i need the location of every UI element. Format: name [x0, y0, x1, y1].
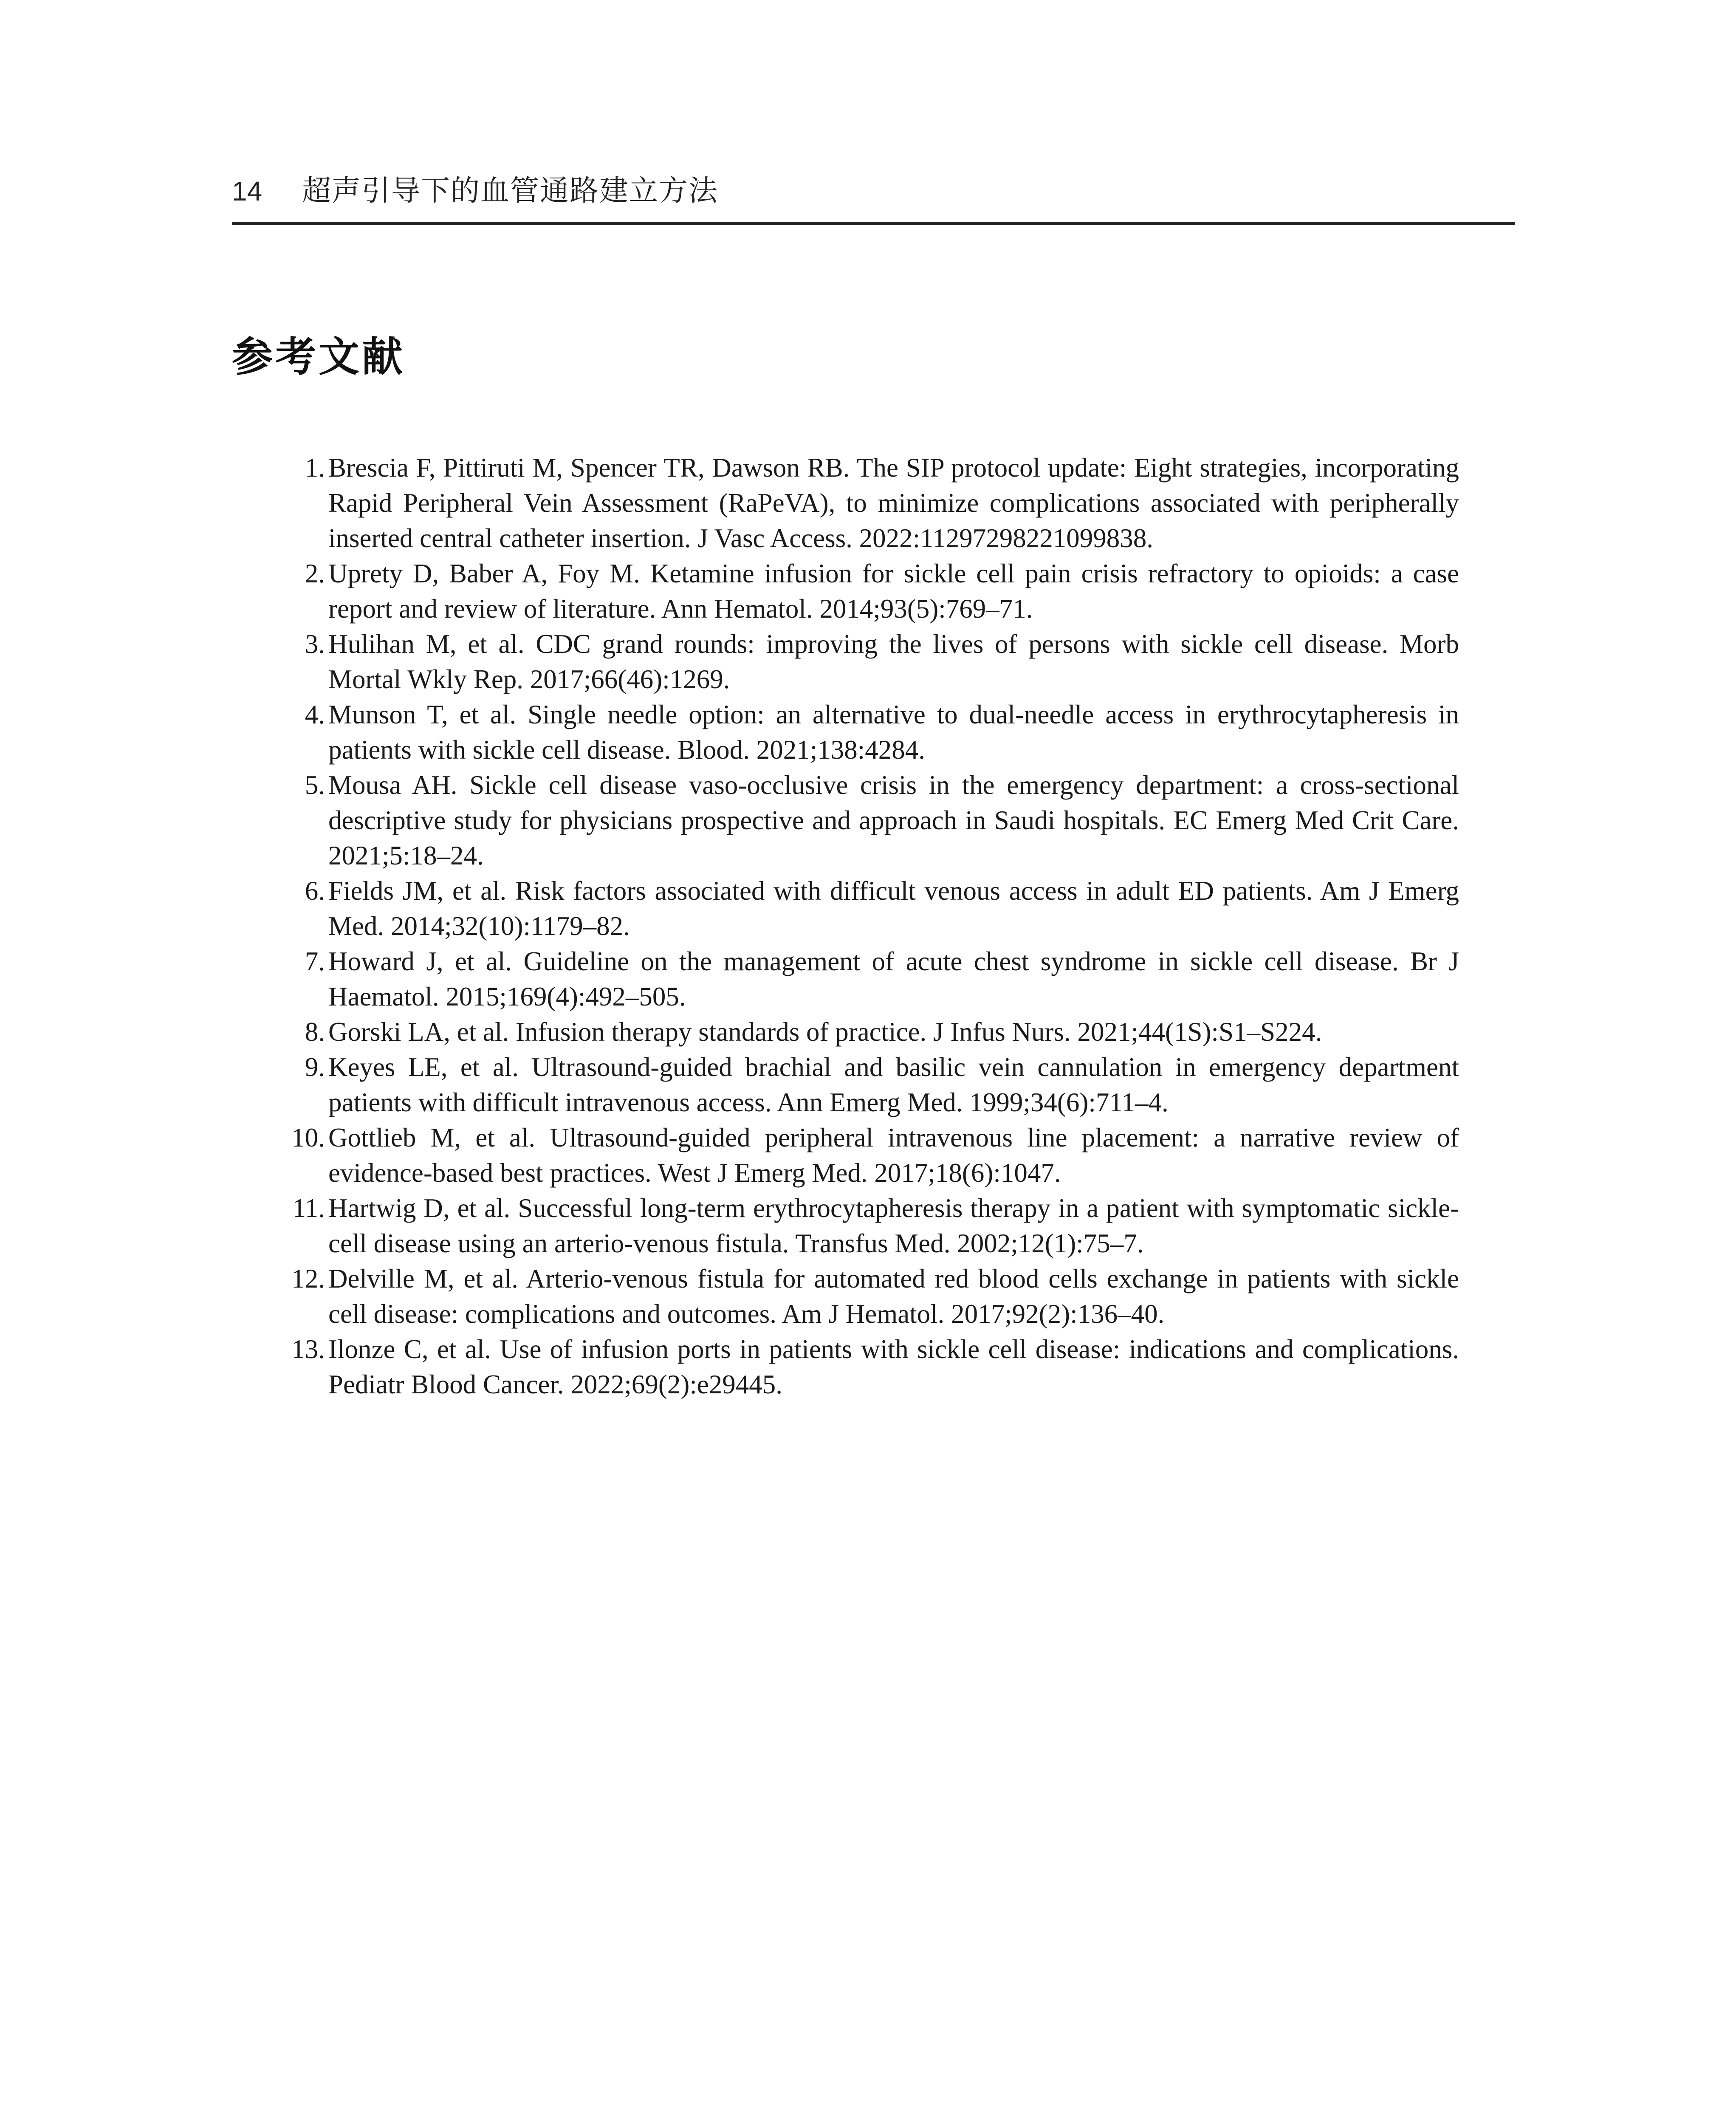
reference-item — [0, 450, 1736, 556]
reference-item — [0, 873, 1736, 944]
reference-list — [0, 450, 1736, 1402]
reference-text: Howard J, et al. Guideline on the management of acute chest syndrome in sickle cell disease. Br J Haematol. 2015;169(4):492–505. — [328, 946, 1459, 1011]
reference-text: Mousa AH. Sickle cell disease vaso-occlusive crisis in the emergency department: a cross-sectional descriptive study for physicians prospective and approach in Saudi hospitals. EC Emerg Med Crit Care. 2021;5:18–24. — [328, 770, 1459, 870]
reference-number: 2. — [305, 559, 325, 588]
reference-item — [0, 1050, 1736, 1120]
reference-number: 7. — [305, 946, 325, 976]
reference-item — [0, 556, 1736, 627]
reference-item — [0, 1332, 1736, 1402]
reference-number: 5. — [305, 770, 325, 800]
reference-text: Hartwig D, et al. Successful long-term erythrocytapheresis therapy in a patient with symptomatic sickle-cell disease using an arterio-venous fistula. Transfus Med. 2002;12(1):75–7. — [328, 1193, 1459, 1258]
reference-number: 12. — [291, 1264, 325, 1294]
reference-number: 6. — [305, 876, 325, 906]
running-title: 超声引导下的血管通路建立方法 — [302, 174, 719, 208]
reference-item — [0, 1191, 1736, 1261]
page-number: 14 — [232, 176, 263, 206]
reference-item — [0, 697, 1736, 768]
reference-text: Hulihan M, et al. CDC grand rounds: improving the lives of persons with sickle cell disease. Morb Mortal Wkly Rep. 2017;66(46):1269. — [328, 629, 1459, 694]
reference-text: Ilonze C, et al. Use of infusion ports in patients with sickle cell disease: indications and complications. Pediatr Blood Cancer. 2022;69(2):e29445. — [328, 1334, 1459, 1399]
running-header — [232, 166, 1515, 225]
reference-text: Munson T, et al. Single needle option: an alternative to dual-needle access in erythrocytapheresis in patients with sickle cell disease. Blood. 2021;138:4284. — [328, 700, 1459, 765]
reference-item — [0, 1261, 1736, 1332]
reference-item — [0, 944, 1736, 1014]
reference-number: 8. — [305, 1017, 325, 1047]
reference-text: Gorski LA, et al. Infusion therapy standards of practice. J Infus Nurs. 2021;44(1S):S1–S224. — [328, 1017, 1322, 1047]
reference-number: 10. — [291, 1123, 325, 1152]
reference-item — [0, 1120, 1736, 1191]
reference-text: Fields JM, et al. Risk factors associated with difficult venous access in adult ED patients. Am J Emerg Med. 2014;32(10):1179–82. — [328, 876, 1459, 941]
reference-item — [0, 627, 1736, 697]
reference-text: Brescia F, Pittiruti M, Spencer TR, Dawson RB. The SIP protocol update: Eight strategies, incorporating Rapid Peripheral Vein Assessment (RaPeVA), to minimize complications associated with peripherally inserted central catheter insertion. J Vasc Access. 2022:11297298221099838. — [328, 453, 1459, 553]
section-heading: 参考文献 — [232, 333, 405, 381]
reference-item — [0, 768, 1736, 873]
reference-number: 4. — [305, 700, 325, 729]
reference-number: 13. — [291, 1334, 325, 1364]
reference-text: Delville M, et al. Arterio-venous fistula for automated red blood cells exchange in patients with sickle cell disease: complications and outcomes. Am J Hematol. 2017;92(2):136–40. — [328, 1264, 1459, 1329]
reference-number: 9. — [305, 1052, 325, 1082]
reference-text: Gottlieb M, et al. Ultrasound-guided peripheral intravenous line placement: a narrative review of evidence-based best practices. West J Emerg Med. 2017;18(6):1047. — [328, 1123, 1459, 1188]
reference-number: 3. — [305, 629, 325, 659]
reference-text: Keyes LE, et al. Ultrasound-guided brachial and basilic vein cannulation in emergency department patients with difficult intravenous access. Ann Emerg Med. 1999;34(6):711–4. — [328, 1052, 1459, 1117]
reference-number: 11. — [292, 1193, 325, 1223]
reference-item — [0, 1014, 1736, 1050]
reference-text: Uprety D, Baber A, Foy M. Ketamine infusion for sickle cell pain crisis refractory to opioids: a case report and review of literature. Ann Hematol. 2014;93(5):769–71. — [328, 559, 1459, 624]
reference-number: 1. — [305, 453, 325, 483]
